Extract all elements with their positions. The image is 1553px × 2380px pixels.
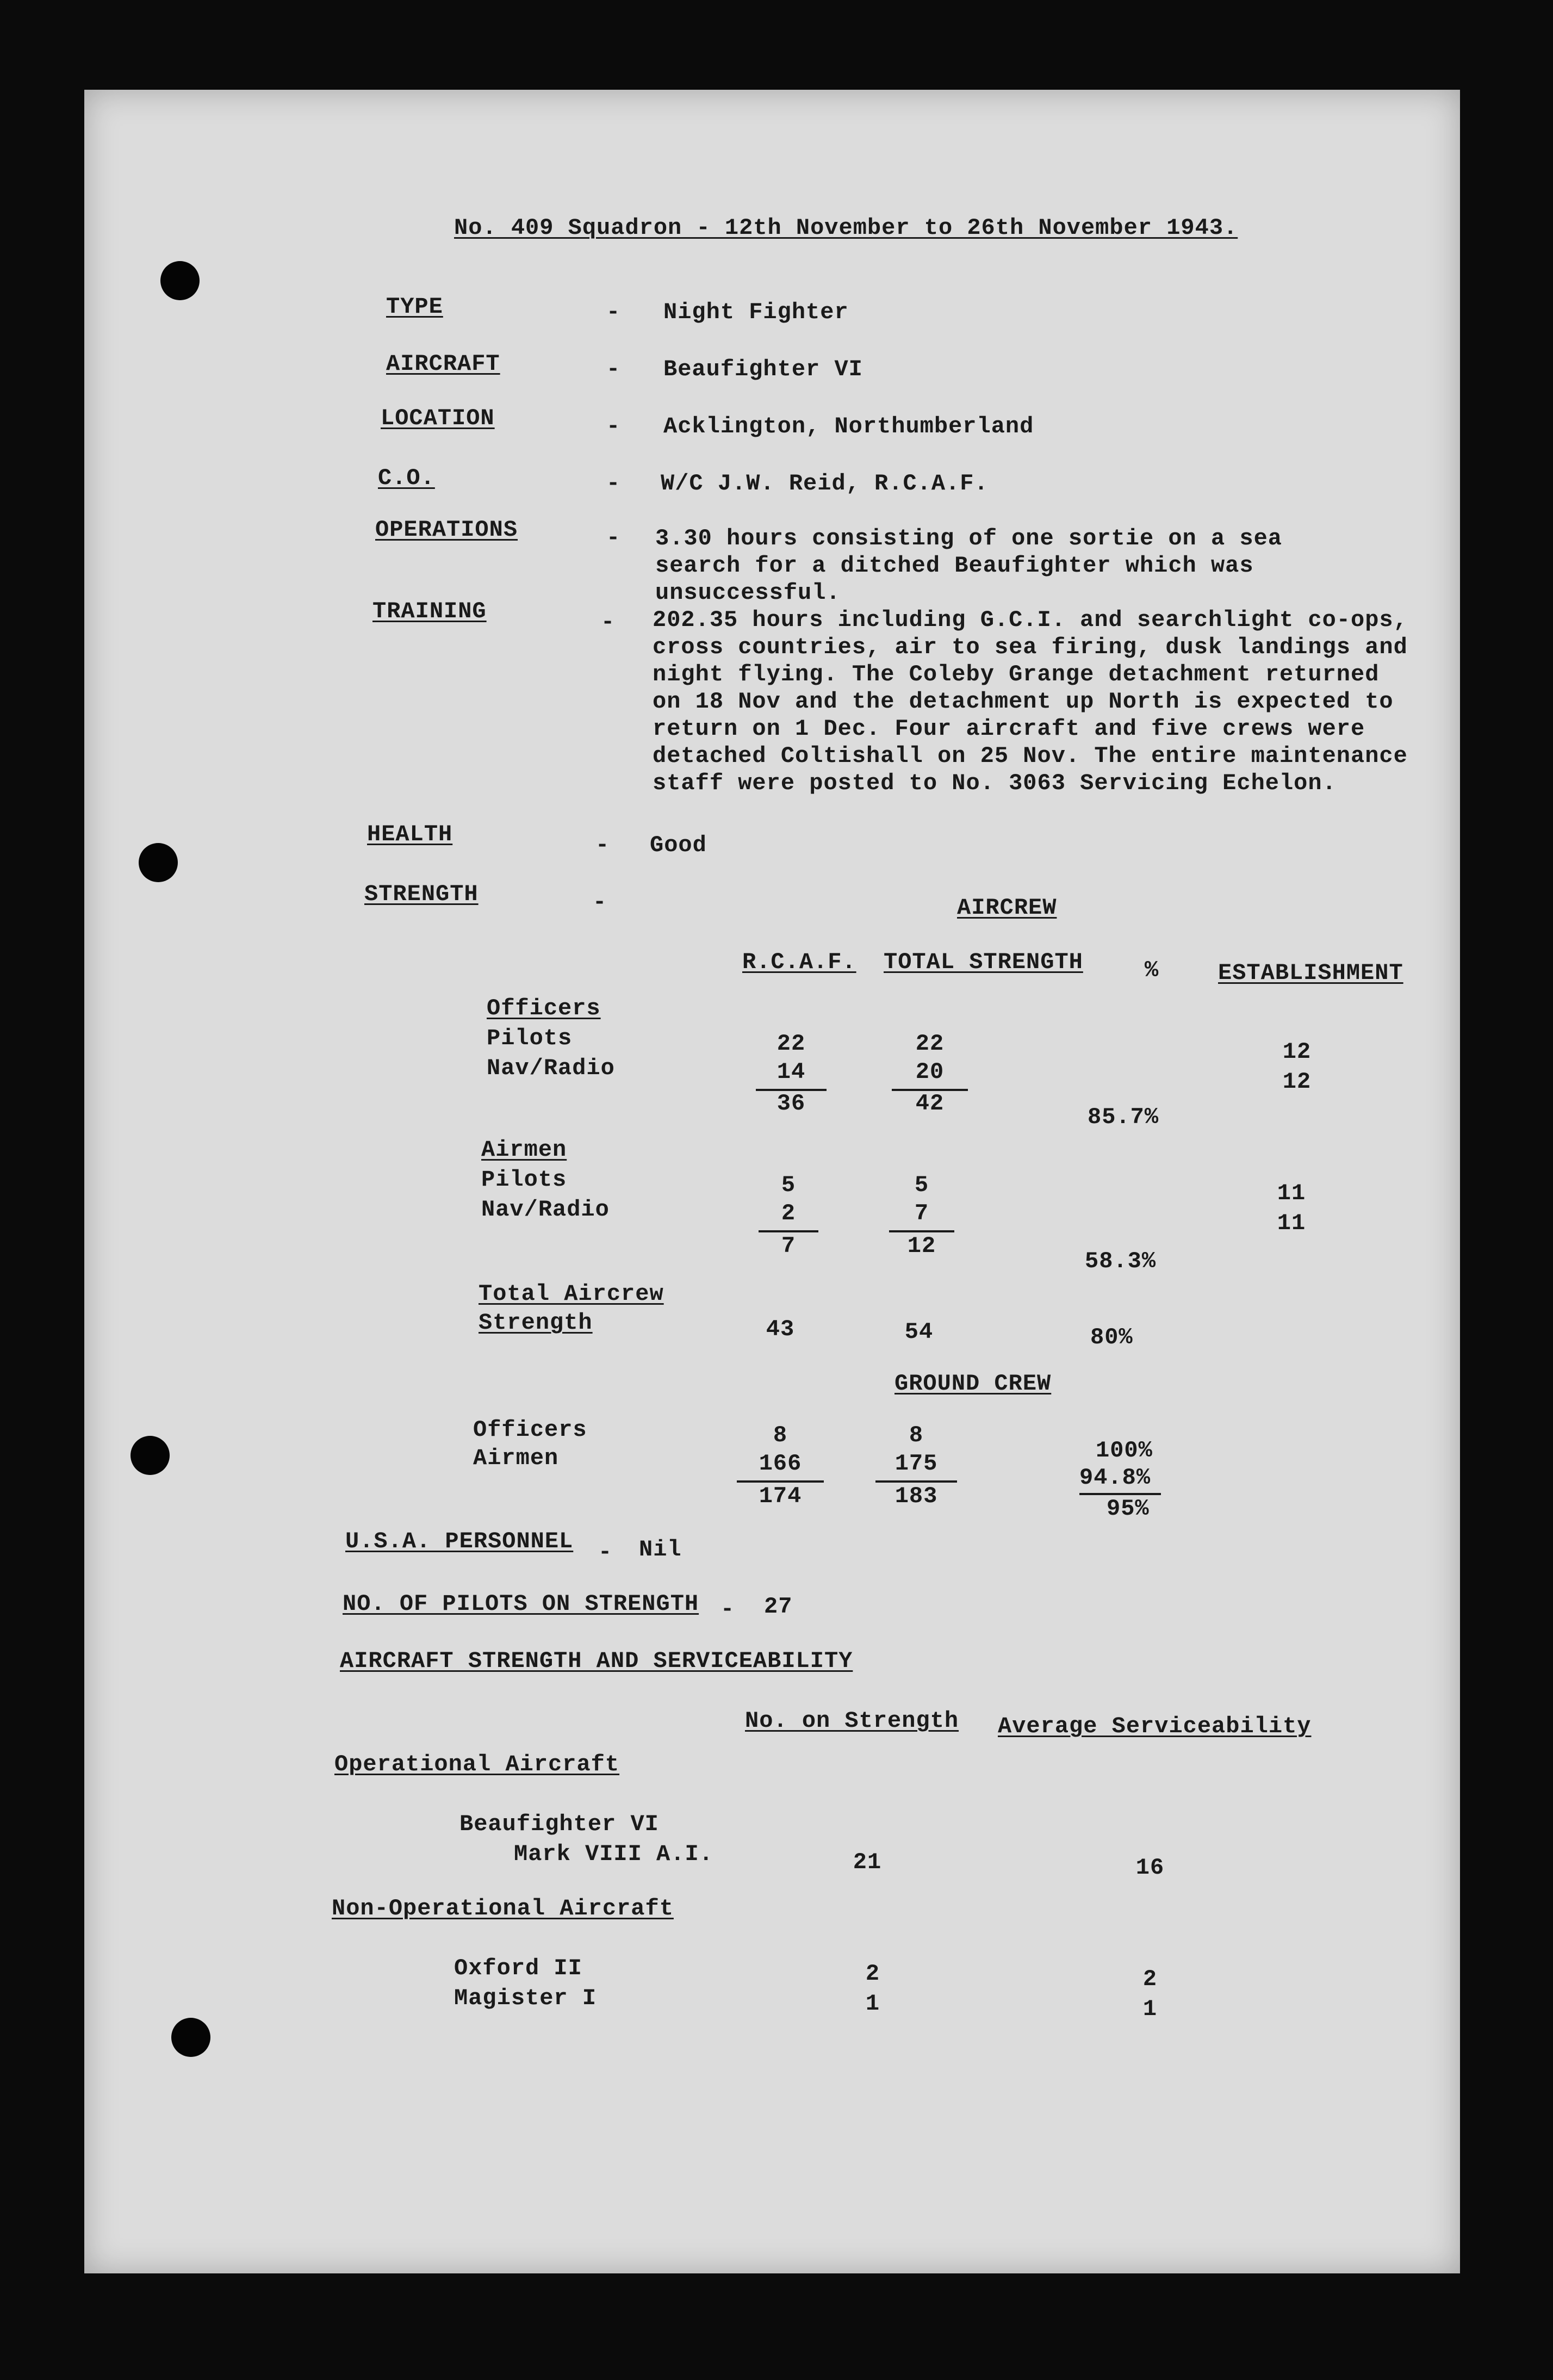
document-page xyxy=(84,90,1460,2273)
cell-rcaf: 22 xyxy=(776,1031,806,1057)
row-label: Pilots xyxy=(487,1025,573,1051)
non-operational-strength: 2 xyxy=(865,1961,880,1987)
field-label-training: TRAINING xyxy=(372,598,487,624)
cell-total: 5 xyxy=(914,1172,929,1198)
cell-total: 20 xyxy=(915,1059,945,1085)
total-aircrew-total: 54 xyxy=(904,1319,934,1345)
sum-total: 42 xyxy=(915,1090,945,1117)
sum-rcaf: 36 xyxy=(776,1090,806,1117)
field-value-co: W/C J.W. Reid, R.C.A.F. xyxy=(661,470,989,497)
pilots-on-strength-label: NO. OF PILOTS ON STRENGTH xyxy=(343,1591,699,1617)
column-percent: % xyxy=(1145,957,1159,983)
sum-rcaf: 174 xyxy=(759,1483,802,1509)
sum-line xyxy=(1079,1493,1161,1495)
field-label-operations: OPERATIONS xyxy=(375,517,518,543)
cell-establishment: 12 xyxy=(1282,1039,1312,1065)
operational-strength: 21 xyxy=(853,1849,882,1875)
row-label: Pilots xyxy=(481,1167,567,1193)
row-label: Airmen xyxy=(473,1445,559,1471)
percent-value: 58.3% xyxy=(1085,1248,1157,1274)
cell-establishment: 11 xyxy=(1277,1210,1306,1236)
row-label: Nav/Radio xyxy=(481,1197,610,1223)
field-label-location: LOCATION xyxy=(381,405,495,431)
punch-hole-top xyxy=(160,261,200,300)
non-operational-strength: 1 xyxy=(865,1991,880,2017)
row-label: Nav/Radio xyxy=(487,1055,615,1081)
row-label: Officers xyxy=(473,1417,587,1443)
operational-aircraft-type: Beaufighter VI xyxy=(459,1811,659,1837)
field-label-aircraft: AIRCRAFT xyxy=(386,351,500,377)
percent-total: 95% xyxy=(1107,1496,1150,1522)
field-dash: - xyxy=(606,525,621,551)
sum-total: 12 xyxy=(907,1233,936,1259)
non-operational-serviceability: 1 xyxy=(1142,1996,1158,2022)
usa-personnel-dash: - xyxy=(598,1539,613,1565)
field-value-location: Acklington, Northumberland xyxy=(663,413,1034,439)
field-label-strength: STRENGTH xyxy=(364,881,479,907)
aircrew-heading: AIRCREW xyxy=(957,895,1057,921)
column-establishment: ESTABLISHMENT xyxy=(1218,960,1403,986)
total-aircrew-rcaf: 43 xyxy=(766,1316,795,1342)
field-dash: - xyxy=(601,609,616,635)
sum-total: 183 xyxy=(894,1483,938,1509)
sum-line xyxy=(759,1230,818,1232)
field-dash: - xyxy=(606,356,621,382)
cell-establishment: 12 xyxy=(1282,1069,1312,1095)
field-dash: - xyxy=(606,470,621,497)
field-label-type: TYPE xyxy=(386,294,443,320)
cell-rcaf: 8 xyxy=(773,1422,788,1448)
usa-personnel-value: Nil xyxy=(639,1536,682,1563)
usa-personnel-label: U.S.A. PERSONNEL xyxy=(345,1528,574,1554)
column-average-serviceability: Average Serviceability xyxy=(998,1713,1312,1739)
cell-rcaf: 5 xyxy=(781,1172,796,1198)
sum-line xyxy=(737,1480,824,1483)
field-value-health: Good xyxy=(650,832,707,858)
field-value-aircraft: Beaufighter VI xyxy=(663,356,863,382)
field-dash: - xyxy=(595,832,610,858)
cell-rcaf: 14 xyxy=(776,1059,806,1085)
cell-total: 175 xyxy=(894,1451,938,1477)
percent-value: 100% xyxy=(1096,1437,1153,1464)
cell-rcaf: 166 xyxy=(759,1451,802,1477)
operational-aircraft-mark: Mark VIII A.I. xyxy=(514,1841,713,1867)
operational-aircraft-heading: Operational Aircraft xyxy=(334,1751,620,1777)
punch-hole-bottom xyxy=(171,2018,210,2057)
column-rcaf: R.C.A.F. xyxy=(742,949,856,975)
total-aircrew-label-2: Strength xyxy=(479,1310,593,1336)
field-dash: - xyxy=(606,413,621,439)
percent-value: 94.8% xyxy=(1079,1465,1151,1491)
percent-value: 85.7% xyxy=(1088,1104,1159,1130)
sum-rcaf: 7 xyxy=(781,1233,796,1259)
non-operational-aircraft-heading: Non-Operational Aircraft xyxy=(332,1895,674,1922)
non-operational-serviceability: 2 xyxy=(1142,1966,1158,1992)
cell-total: 8 xyxy=(909,1422,924,1448)
sum-line xyxy=(889,1230,954,1232)
cell-rcaf: 2 xyxy=(781,1200,796,1226)
non-operational-row-label: Oxford II xyxy=(454,1955,582,1981)
field-label-co: C.O. xyxy=(378,465,435,491)
cell-total: 22 xyxy=(915,1031,945,1057)
punch-hole-lower xyxy=(131,1436,170,1475)
field-label-health: HEALTH xyxy=(367,821,453,847)
total-aircrew-label: Total Aircrew xyxy=(479,1281,664,1307)
field-value-training: 202.35 hours including G.C.I. and searchlight co-ops, cross countries, air to sea firing, dusk landings and night flying. The Coleby Grange detachment returned on 18 Nov and the detachment up North is expected to return on 1 Dec. Four aircraft and five crews were detached Coltishall on 25 Nov. The entire maintenance staff were posted to No. 3063 Servicing Echelon. xyxy=(653,607,1408,796)
field-value-type: Night Fighter xyxy=(663,299,849,325)
cell-establishment: 11 xyxy=(1277,1180,1306,1206)
column-total-strength: TOTAL STRENGTH xyxy=(884,949,1083,975)
field-dash: - xyxy=(606,299,621,325)
total-aircrew-pct: 80% xyxy=(1090,1324,1133,1350)
sum-line xyxy=(875,1480,957,1483)
cell-total: 7 xyxy=(914,1200,929,1226)
airmen-heading: Airmen xyxy=(481,1137,567,1163)
officers-heading: Officers xyxy=(487,995,601,1021)
field-value-operations: 3.30 hours consisting of one sortie on a sea search for a ditched Beaufighter which was unsuccessful. xyxy=(655,525,1282,606)
aircraft-strength-heading: AIRCRAFT STRENGTH AND SERVICEABILITY xyxy=(340,1648,853,1674)
ground-crew-heading: GROUND CREW xyxy=(894,1371,1052,1397)
pilots-on-strength-value: 27 xyxy=(764,1594,793,1620)
punch-hole-middle xyxy=(139,843,178,882)
column-no-on-strength: No. on Strength xyxy=(745,1708,959,1734)
operational-serviceability: 16 xyxy=(1135,1855,1165,1881)
page-title: No. 409 Squadron - 12th November to 26th November 1943. xyxy=(454,215,1238,241)
field-dash: - xyxy=(593,889,607,915)
pilots-on-strength-dash: - xyxy=(720,1596,735,1622)
non-operational-row-label: Magister I xyxy=(454,1985,597,2011)
